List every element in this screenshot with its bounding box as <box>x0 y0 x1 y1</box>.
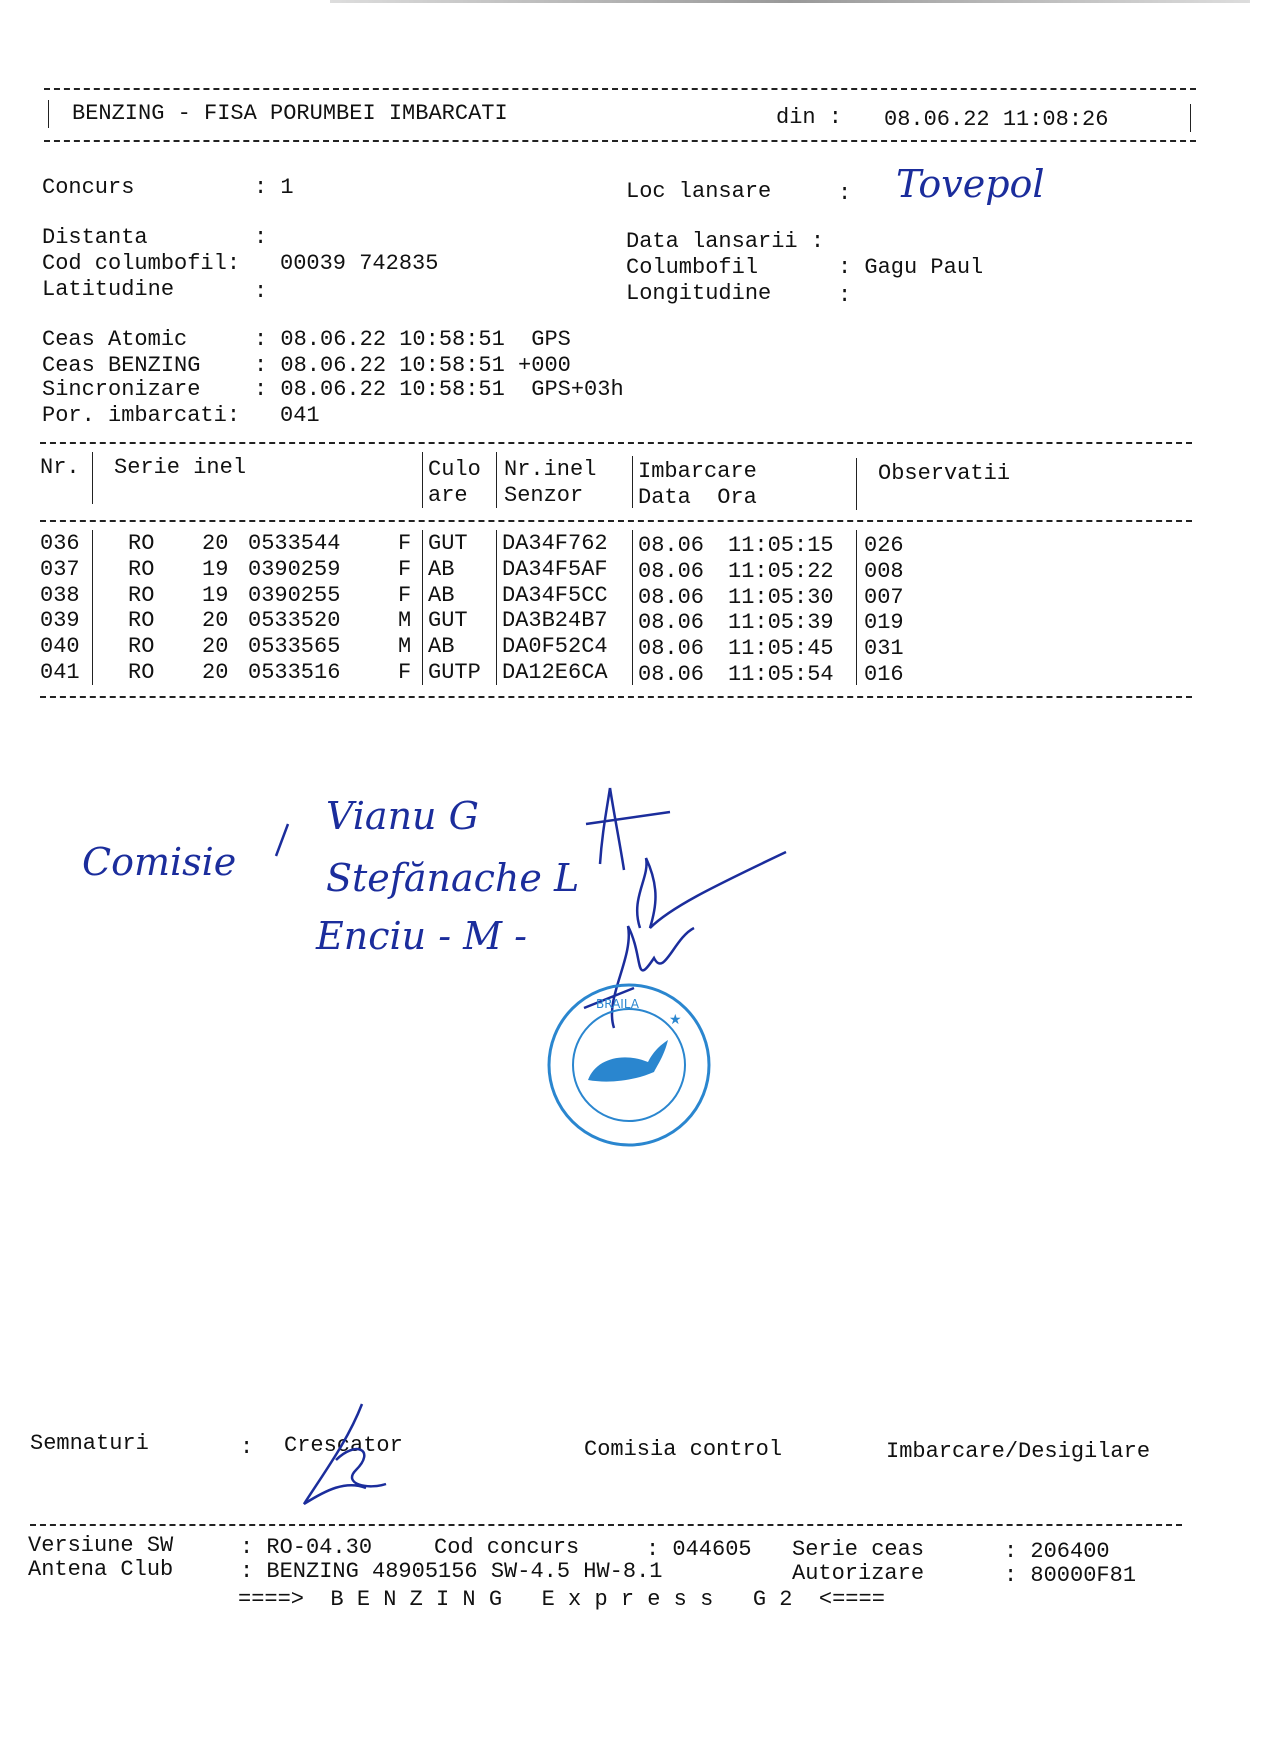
row-data: 08.06 <box>638 661 705 687</box>
row-an: 20 <box>202 531 229 556</box>
cod-concurs-value: : 044605 <box>646 1537 752 1562</box>
row-tara: RO <box>128 556 155 582</box>
antena-club-label: Antena Club <box>28 1557 174 1582</box>
ceas-benzing-value: : 08.06.22 10:58:51 +000 <box>254 353 571 378</box>
col-header-nrinel-1: Nr.inel <box>504 457 597 482</box>
benzing-banner: ====> B E N Z I N G E x p r e s s G 2 <==== <box>238 1587 885 1612</box>
col-divider <box>422 452 423 508</box>
row-divider <box>496 607 497 633</box>
col-divider <box>92 452 93 504</box>
row-divider <box>92 659 93 685</box>
table-header-rule <box>40 520 1192 522</box>
row-data: 08.06 <box>638 558 705 584</box>
header-bottom-rule <box>44 140 1196 142</box>
row-divider <box>632 659 633 685</box>
serie-ceas-label: Serie ceas <box>792 1537 925 1562</box>
row-senzor: DA12E6CA <box>502 659 608 685</box>
row-obs: 007 <box>864 584 904 610</box>
row-ora: 11:05:39 <box>728 610 834 636</box>
row-tara: RO <box>128 531 155 556</box>
row-serie: 0390255 <box>248 582 341 608</box>
row-sex: F <box>398 582 412 608</box>
row-obs: 016 <box>864 661 904 687</box>
table-bottom-rule <box>40 696 1192 698</box>
semnaturi-label: Semnaturi <box>30 1431 149 1456</box>
row-divider <box>92 582 93 608</box>
scan-edge <box>330 0 1250 3</box>
club-stamp <box>544 980 714 1150</box>
loc-lansare-colon: : <box>838 181 852 206</box>
row-culoare: AB <box>428 556 455 582</box>
col-header-nr: Nr. <box>40 455 80 480</box>
concurs-value: : 1 <box>254 175 294 200</box>
imbarcare-desigilare-label: Imbarcare/Desigilare <box>886 1439 1151 1464</box>
crescator-signature <box>296 1400 406 1510</box>
row-divider <box>496 530 497 556</box>
sincronizare-value: : 08.06.22 10:58:51 GPS+03h <box>254 377 624 402</box>
row-culoare: GUT <box>428 531 468 556</box>
row-divider <box>92 633 93 659</box>
concurs-label: Concurs <box>42 175 135 200</box>
row-divider <box>856 556 857 582</box>
header-left-bar <box>48 100 49 128</box>
row-divider <box>422 556 423 582</box>
row-divider <box>496 556 497 582</box>
row-obs: 019 <box>864 610 904 636</box>
row-obs: 008 <box>864 558 904 584</box>
versiune-sw-label: Versiune SW <box>28 1533 174 1558</box>
row-an: 19 <box>202 582 229 608</box>
ceas-atomic-label: Ceas Atomic <box>42 327 188 352</box>
row-divider <box>496 659 497 685</box>
row-serie: 0390259 <box>248 556 341 582</box>
crescator-label: Crescator <box>284 1433 403 1458</box>
row-tara: RO <box>128 634 155 659</box>
row-tara: RO <box>128 608 155 634</box>
row-divider <box>92 530 93 556</box>
row-sex: F <box>398 556 412 582</box>
distanta-value: : <box>254 225 268 250</box>
row-divider <box>856 633 857 659</box>
row-data: 08.06 <box>638 610 705 636</box>
col-divider <box>632 456 633 508</box>
antena-club-value: : BENZING 48905156 SW-4.5 HW-8.1 <box>240 1559 663 1584</box>
row-sex: M <box>398 608 412 634</box>
row-divider <box>496 633 497 659</box>
row-ora: 11:05:15 <box>728 533 834 558</box>
date-label: din : <box>776 105 843 130</box>
row-culoare: GUT <box>428 608 468 634</box>
header-right-bar <box>1190 104 1191 132</box>
row-senzor: DA0F52C4 <box>502 634 608 659</box>
row-divider <box>632 607 633 633</box>
row-divider <box>422 530 423 556</box>
col-header-imbarcare-1: Imbarcare <box>638 459 757 484</box>
row-data: 08.06 <box>638 584 705 610</box>
row-nr: 041 <box>40 659 80 685</box>
col-header-culoare-2: are <box>428 483 468 508</box>
row-an: 19 <box>202 556 229 582</box>
row-sex: F <box>398 531 412 556</box>
autorizare-value: : 80000F81 <box>1004 1563 1137 1588</box>
row-an: 20 <box>202 634 229 659</box>
comisia-control-label: Comisia control <box>584 1437 783 1462</box>
loc-lansare-handwritten: Tovepol <box>896 162 1045 206</box>
longitudine-label: Longitudine <box>626 281 772 306</box>
row-sex: F <box>398 659 412 685</box>
row-nr: 040 <box>40 634 80 659</box>
row-divider <box>856 530 857 556</box>
row-nr: 039 <box>40 608 80 634</box>
cod-concurs-label: Cod concurs <box>434 1535 580 1560</box>
ceas-atomic-value: : 08.06.22 10:58:51 GPS <box>254 327 571 352</box>
row-divider <box>422 659 423 685</box>
row-sex: M <box>398 634 412 659</box>
row-ora: 11:05:30 <box>728 584 834 610</box>
dash-mark <box>272 822 292 862</box>
row-divider <box>92 556 93 582</box>
col-header-culoare-1: Culo <box>428 457 481 482</box>
row-divider <box>632 530 633 556</box>
col-header-nrinel-2: Senzor <box>504 483 584 508</box>
col-divider <box>496 452 497 508</box>
row-divider <box>632 582 633 608</box>
distanta-label: Distanta <box>42 225 148 250</box>
row-senzor: DA34F5CC <box>502 582 608 608</box>
row-divider <box>422 633 423 659</box>
row-divider <box>856 582 857 608</box>
imbarcati-label: Por. imbarcati: <box>42 403 241 428</box>
autorizare-label: Autorizare <box>792 1561 925 1586</box>
ceas-benzing-label: Ceas BENZING <box>42 353 201 378</box>
sincronizare-label: Sincronizare <box>42 377 201 402</box>
row-obs: 031 <box>864 636 904 661</box>
row-senzor: DA3B24B7 <box>502 608 608 634</box>
row-ora: 11:05:54 <box>728 661 834 687</box>
row-nr: 037 <box>40 556 80 582</box>
row-divider <box>422 607 423 633</box>
commission-name-2: Stefănache L <box>326 856 580 900</box>
row-tara: RO <box>128 582 155 608</box>
row-ora: 11:05:22 <box>728 558 834 584</box>
table-top-rule <box>40 442 1192 444</box>
semnaturi-colon: : <box>240 1435 254 1460</box>
row-culoare: GUTP <box>428 659 481 685</box>
row-culoare: AB <box>428 582 455 608</box>
latitudine-label: Latitudine <box>42 277 175 302</box>
latitudine-value: : <box>254 279 268 304</box>
row-divider <box>422 582 423 608</box>
row-senzor: DA34F762 <box>502 531 608 556</box>
row-data: 08.06 <box>638 636 705 661</box>
row-nr: 038 <box>40 582 80 608</box>
row-an: 20 <box>202 608 229 634</box>
col-header-imbarcare-2: Data Ora <box>638 485 757 510</box>
row-ora: 11:05:45 <box>728 636 834 661</box>
report-date: 08.06.22 11:08:26 <box>884 107 1109 132</box>
columbofil-label: Columbofil <box>626 255 759 280</box>
header-top-rule <box>44 88 1196 90</box>
row-obs: 026 <box>864 533 904 558</box>
data-lansarii-label: Data lansarii : <box>626 229 825 254</box>
columbofil-value: : Gagu Paul <box>838 255 984 280</box>
svg-text:★: ★ <box>669 1012 682 1028</box>
versiune-sw-value: : RO-04.30 <box>240 1535 373 1560</box>
row-serie: 0533544 <box>248 531 341 556</box>
row-serie: 0533565 <box>248 634 341 659</box>
footer-rule <box>30 1524 1182 1526</box>
commission-name-1: Vianu G <box>326 794 479 838</box>
row-divider <box>632 633 633 659</box>
row-culoare: AB <box>428 634 455 659</box>
row-tara: RO <box>128 659 155 685</box>
row-divider <box>92 607 93 633</box>
serie-ceas-value: : 206400 <box>1004 1539 1110 1564</box>
imbarcati-value: 041 <box>280 403 320 428</box>
row-divider <box>856 659 857 685</box>
row-serie: 0533520 <box>248 608 341 634</box>
col-divider <box>856 458 857 510</box>
row-divider <box>632 556 633 582</box>
row-divider <box>496 582 497 608</box>
col-header-serie: Serie inel <box>114 455 247 480</box>
cod-columbofil-value: 00039 742835 <box>280 251 439 276</box>
commission-name-3: Enciu - M - <box>316 914 527 958</box>
col-header-observatii: Observatii <box>878 461 1011 486</box>
loc-lansare-label: Loc lansare <box>626 179 772 204</box>
row-serie: 0533516 <box>248 659 341 685</box>
row-an: 20 <box>202 659 229 685</box>
row-data: 08.06 <box>638 533 705 558</box>
row-senzor: DA34F5AF <box>502 556 608 582</box>
cod-columbofil-label: Cod columbofil: <box>42 251 241 276</box>
row-nr: 036 <box>40 531 80 556</box>
longitudine-value: : <box>838 283 852 308</box>
comisie-handwritten: Comisie <box>82 840 237 884</box>
svg-text:BRAILA: BRAILA <box>596 997 640 1011</box>
report-title: BENZING - FISA PORUMBEI IMBARCATI <box>72 101 508 126</box>
row-divider <box>856 607 857 633</box>
